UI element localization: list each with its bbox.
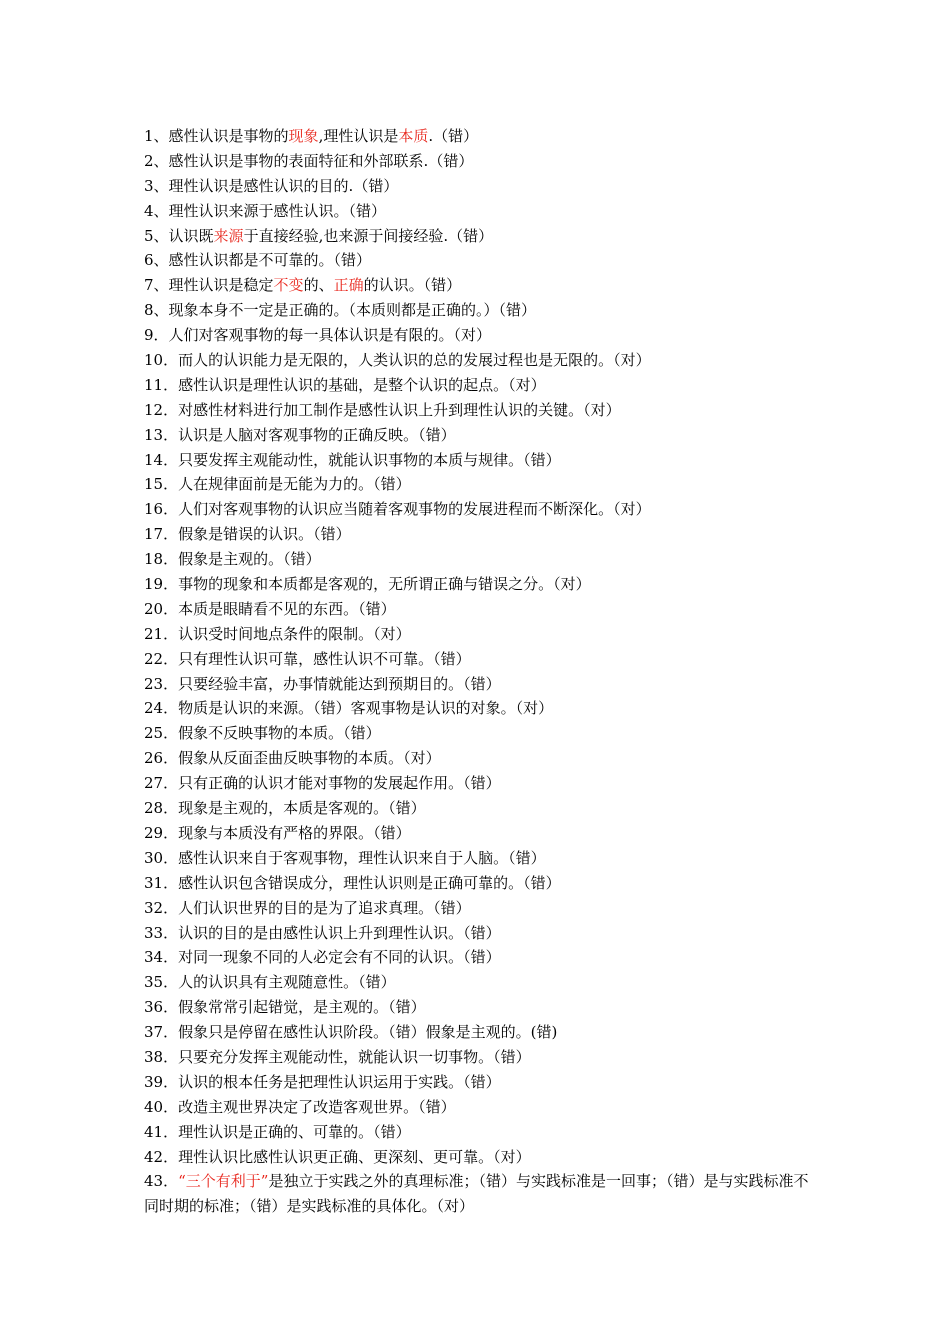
statement-line (144, 696, 814, 721)
statement-line (144, 522, 814, 547)
statement-line (144, 174, 814, 199)
statement-line (144, 746, 814, 771)
statement-text: 22．只有理性认识可靠，感性认识不可靠。（错） (144, 649, 471, 668)
statement-text: 18．假象是主观的。（错） (144, 550, 321, 569)
statement-text: 13．认识是人脑对客观事物的正确反映。（错） (144, 425, 456, 444)
statement-text: 5、认识既 (144, 226, 214, 245)
statement-line (144, 672, 814, 697)
statement-text: 40．改造主观世界决定了改造客观世界。（错） (144, 1097, 456, 1116)
statement-line (144, 871, 814, 896)
statement-text: 29．现象与本质没有严格的界限。（错） (144, 823, 411, 842)
statement-line (144, 298, 814, 323)
statement-text: 12．对感性材料进行加工制作是感性认识上升到理性认识的关键。（对） (144, 400, 621, 419)
true-false-question-list (144, 124, 814, 1219)
statement-line (144, 1070, 814, 1095)
statement-line (144, 1020, 814, 1045)
statement-text: 2、感性认识是事物的表面特征和外部联系.（错） (144, 151, 474, 170)
statement-line (144, 721, 814, 746)
statement-text: 31．感性认识包含错误成分，理性认识则是正确可靠的。（错） (144, 873, 561, 892)
statement-text: 23．只要经验丰富，办事情就能达到预期目的。（错） (144, 674, 501, 693)
statement-text: .（错） (428, 127, 479, 145)
statement-text: 26．假象从反面歪曲反映事物的本质。（对） (144, 749, 441, 768)
statement-text: 14．只要发挥主观能动性，就能认识事物的本质与规律。（错） (144, 450, 561, 469)
statement-line (144, 373, 814, 398)
statement-line (144, 647, 814, 672)
statement-text: 21．认识受时间地点条件的限制。（对） (144, 624, 411, 643)
statement-text: 28．现象是主观的，本质是客观的。（错） (144, 799, 426, 818)
statement-line (144, 796, 814, 821)
statement-text: 19．事物的现象和本质都是客观的，无所谓正确与错误之分。（对） (144, 575, 591, 594)
statement-text: 4、理性认识来源于感性认识。（错） (144, 201, 387, 220)
statement-text: 34．对同一现象不同的人必定会有不同的认识。（错） (144, 948, 501, 967)
statement-text: 9．人们对客观事物的每一具体认识是有限的。（对） (144, 326, 492, 345)
statement-text: 42．理性认识比感性认识更正确、更深刻、更可靠。（对） (144, 1147, 531, 1166)
statement-text: 27．只有正确的认识才能对事物的发展起作用。（错） (144, 774, 501, 793)
statement-text: 11．感性认识是理性认识的基础，是整个认识的起点。（对） (144, 375, 546, 394)
statement-text: 30．感性认识来自于客观事物，理性认识来自于人脑。（错） (144, 848, 546, 867)
statement-line (144, 1095, 814, 1120)
highlighted-text: 正确 (333, 276, 364, 295)
statement-text: 是独立于实践之外的真理标准；（错）与实践标准是一回事；（错）是与实践标准不同时期的标准；（错）是实践标准的具体化。（对） (144, 1172, 809, 1216)
statement-line (144, 149, 814, 174)
statement-line (144, 323, 814, 348)
statement-text: 33．认识的目的是由感性认识上升到理性认识。（错） (144, 923, 501, 942)
statement-line (144, 1169, 814, 1219)
document-page (144, 124, 814, 1219)
statement-line (144, 622, 814, 647)
statement-text: 25．假象不反映事物的本质。（错） (144, 724, 381, 743)
statement-line (144, 547, 814, 572)
statement-text: 10．而人的认识能力是无限的，人类认识的总的发展过程也是无限的。（对） (144, 351, 651, 370)
statement-line (144, 398, 814, 423)
statement-line (144, 199, 814, 224)
statement-line (144, 572, 814, 597)
statement-text: 38．只要充分发挥主观能动性，就能认识一切事物。（错） (144, 1047, 531, 1066)
statement-line (144, 124, 814, 149)
highlighted-text: 来源 (213, 226, 244, 245)
statement-text: 24．物质是认识的来源。（错）客观事物是认识的对象。（对） (144, 699, 554, 718)
statement-line (144, 846, 814, 871)
statement-line (144, 224, 814, 249)
statement-text: 6、感性认识都是不可靠的。（错） (144, 251, 372, 270)
statement-line (144, 423, 814, 448)
statement-text: ,理性认识是 (318, 127, 399, 145)
highlighted-text: “三个有利于” (178, 1172, 269, 1191)
statement-text: 于直接经验,也来源于间接经验.（错） (243, 226, 494, 245)
statement-text: 的认识。（错） (363, 276, 462, 295)
statement-text: 15．人在规律面前是无能为力的。（错） (144, 475, 411, 494)
statement-line (144, 995, 814, 1020)
statement-line (144, 921, 814, 946)
statement-text: 的、 (303, 276, 334, 295)
statement-line (144, 348, 814, 373)
statement-line (144, 945, 814, 970)
statement-line (144, 1145, 814, 1170)
statement-line (144, 1120, 814, 1145)
statement-line (144, 821, 814, 846)
statement-text: 36．假象常常引起错觉，是主观的。（错） (144, 998, 426, 1017)
statement-line (144, 597, 814, 622)
statement-text: 39．认识的根本任务是把理性认识运用于实践。（错） (144, 1072, 501, 1091)
statement-text: 8、现象本身不一定是正确的。（本质则都是正确的。）（错） (144, 301, 537, 320)
statement-line (144, 273, 814, 298)
statement-text: 17．假象是错误的认识。（错） (144, 525, 351, 544)
statement-line (144, 248, 814, 273)
statement-text: 41．理性认识是正确的、可靠的。（错） (144, 1122, 411, 1141)
statement-line (144, 497, 814, 522)
statement-text: 32．人们认识世界的目的是为了追求真理。（错） (144, 898, 471, 917)
highlighted-text: 现象 (288, 127, 319, 145)
statement-text: 37．假象只是停留在感性认识阶段。（错）假象是主观的。(错) (144, 1023, 558, 1042)
highlighted-text: 不变 (273, 276, 304, 295)
statement-text: 20．本质是眼睛看不见的东西。（错） (144, 599, 396, 618)
statement-line (144, 896, 814, 921)
highlighted-text: 本质 (398, 127, 429, 145)
statement-text: 7、理性认识是稳定 (144, 276, 274, 295)
statement-line (144, 771, 814, 796)
statement-line (144, 472, 814, 497)
statement-text: 3、理性认识是感性认识的目的.（错） (144, 176, 399, 195)
statement-line (144, 970, 814, 995)
statement-text: 1、感性认识是事物的 (144, 127, 289, 145)
statement-line (144, 448, 814, 473)
statement-text: 43． (144, 1172, 179, 1191)
statement-text: 35．人的认识具有主观随意性。（错） (144, 973, 396, 992)
statement-line (144, 1045, 814, 1070)
statement-text: 16．人们对客观事物的认识应当随着客观事物的发展进程而不断深化。（对） (144, 500, 651, 519)
